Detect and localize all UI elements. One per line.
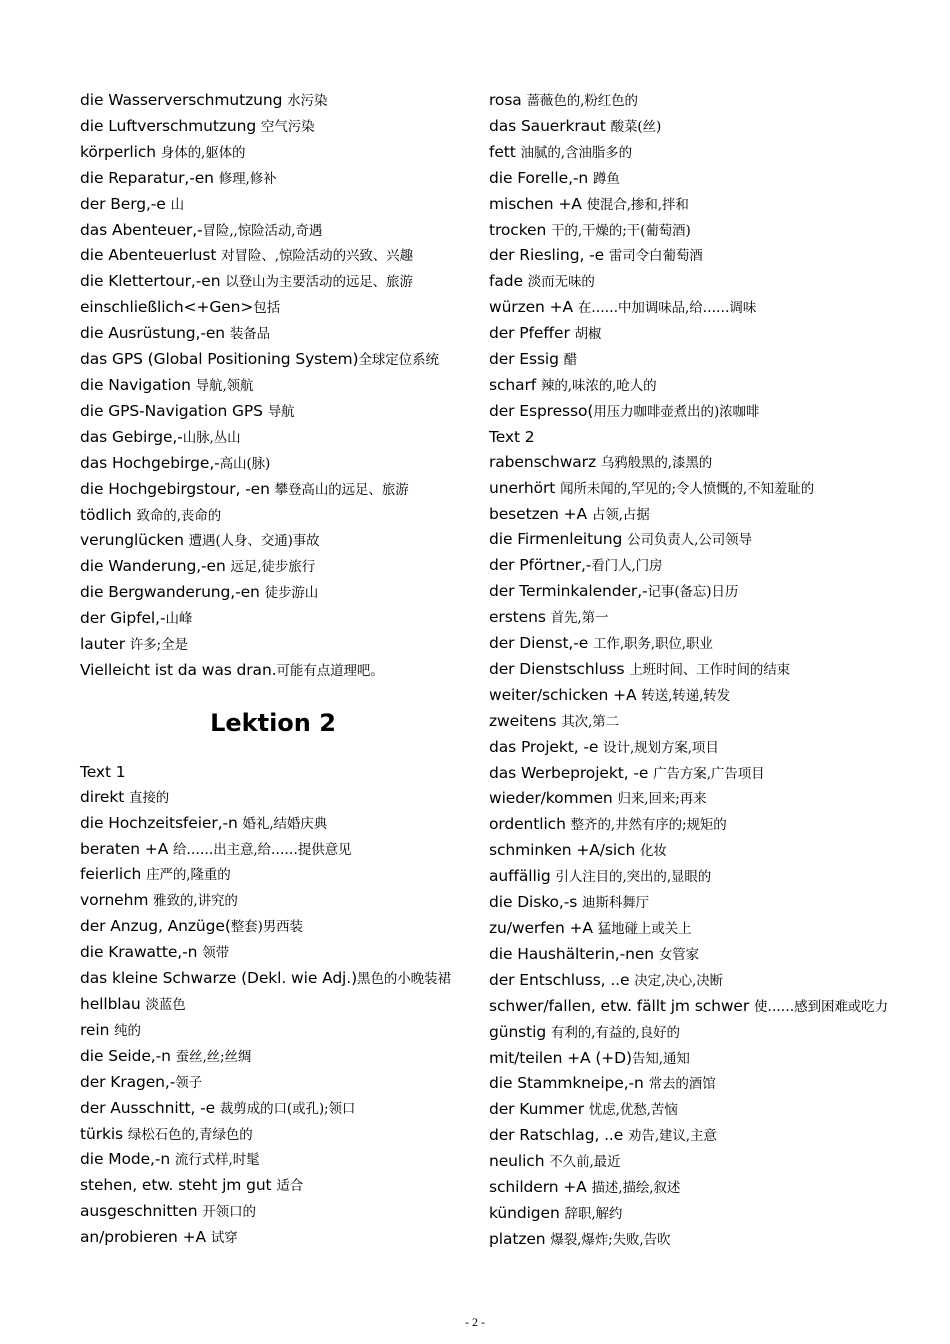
vocab-entry [80,1122,475,1148]
chinese-translation: 远足,徒步旅行 [230,559,316,576]
german-term: der Ratschlag, ..e [489,1126,629,1145]
german-term: der Entschluss, ..e [489,970,635,989]
german-term: der Dienst,-e [489,634,594,653]
vocab-entry [80,1096,475,1122]
chinese-translation: 告知,通知 [631,1050,690,1067]
german-term: das Projekt, -e [489,737,604,756]
german-term: erstens [489,608,551,627]
german-term: schildern +A [489,1178,592,1197]
vocab-entry [489,450,929,476]
german-term: die Wasserverschmutzung [80,91,288,109]
chinese-translation: 雷司令白葡萄酒 [608,248,703,265]
right-column [489,88,929,1253]
german-term: auffällig [489,867,556,886]
vocab-entry [489,502,929,528]
chinese-translation: 高山(脉) [219,455,271,472]
german-term: beraten +A [80,839,174,858]
german-term: die Abenteuerlust [80,246,222,265]
chinese-translation: 试穿 [210,1230,238,1247]
chinese-translation: 雅致的,讲究的 [153,893,238,910]
german-term: besetzen +A [489,504,592,523]
vocab-entry [489,890,929,916]
chinese-translation: 导航,领航 [195,377,254,394]
chinese-translation: 山 [170,196,184,213]
german-term: rabenschwarz [489,452,601,471]
chinese-translation: 用压力咖啡壶煮出的)浓咖啡 [593,403,760,420]
german-term: körperlich [80,142,161,161]
german-term: weiter/schicken +A [489,685,642,704]
vocab-entry [489,373,929,399]
german-term: ordentlich [489,815,571,834]
vocab-entry [489,476,929,502]
chinese-translation: 领带 [202,945,229,962]
chinese-translation: 遭遇(人身、交通)事故 [188,533,320,550]
german-term: der Essig [489,350,564,369]
german-term: die Luftverschmutzung [80,116,261,135]
chinese-translation: 包括 [253,300,281,317]
vocab-entry [80,1018,475,1044]
vocab-entry [489,864,929,890]
vocab-entry [489,1201,929,1227]
chinese-translation: 徒步游山 [264,585,319,602]
german-term: trocken [489,220,552,239]
chinese-translation: 适合 [276,1178,304,1195]
vocab-entry [80,140,475,166]
chinese-translation: 引人注目的,突出的,显眼的 [555,869,712,886]
german-term: die GPS-Navigation GPS [80,401,268,420]
vocab-entry [80,451,475,477]
chinese-translation: 对冒险、,惊险活动的兴致、兴趣 [221,248,413,265]
german-term: die Stammkneipe,-n [489,1074,649,1093]
chinese-translation: 蔷薇色的,粉红色的 [526,93,638,109]
chinese-translation: 看门人,门房 [591,558,663,575]
chinese-translation: 直接的 [129,789,170,806]
german-term: mit/teilen +A (+D) [489,1048,632,1067]
german-term: der Ausschnitt, -e [80,1098,220,1117]
vocab-entry [80,1070,475,1096]
left-column [80,88,475,1251]
chinese-translation: 致命的,丧命的 [136,507,222,524]
chinese-translation: 乌鸦般黑的,漆黑的 [600,454,713,471]
german-term: die Reparatur,-en [80,168,219,187]
chinese-translation: 油腻的,含油脂多的 [520,144,632,161]
vocab-entry [80,658,475,684]
vocab-list-top [80,88,475,684]
german-term: das Abenteuer,- [80,220,203,239]
german-term: der Anzug, Anzüge( [80,917,231,936]
vocab-entry [489,709,929,735]
vocab-entry [80,554,475,580]
vocab-entry [80,1147,475,1173]
german-term: die Klettertour,-en [80,272,226,291]
chinese-translation: 公司负责人,公司领导 [627,532,752,549]
vocab-entry [489,735,929,761]
chinese-translation: 首先,第一 [550,610,609,627]
vocab-entry [80,503,475,529]
chinese-translation: 蚕丝,丝;丝绸 [175,1048,252,1065]
german-term: fade [489,272,528,291]
vocab-entry [80,837,475,863]
vocab-entry [489,916,929,942]
chinese-translation: 工作,职务,职位,职业 [593,636,713,653]
german-term: die Mode,-n [80,1150,175,1169]
german-term: schwer/fallen, etw. fällt jm schwer [489,996,754,1015]
chinese-translation: 整齐的,井然有序的;规矩的 [570,817,727,834]
vocab-entry [80,192,475,218]
chinese-translation: 占领,占据 [591,506,650,523]
vocab-entry [489,1149,929,1175]
german-term: der Riesling, -e [489,246,609,265]
german-term: direkt [80,787,129,806]
chinese-translation: 其次,第二 [561,713,619,730]
vocab-entry [489,218,929,244]
vocab-entry [489,192,929,218]
chinese-translation: 绿松石色的,青绿色的 [127,1126,253,1143]
german-term: stehen, etw. steht jm gut [80,1176,277,1195]
chinese-translation: 全球定位系统 [358,352,439,369]
vocab-entry [80,606,475,632]
vocab-entry [80,114,475,140]
vocab-entry [489,553,929,579]
vocab-entry [489,243,929,269]
chinese-translation: 纯的 [114,1022,141,1039]
chinese-translation: 以登山为主要活动的远足、旅游 [225,274,413,291]
chinese-translation: 不久前,最近 [549,1154,621,1171]
vocab-entry [80,862,475,888]
german-term: die Disko,-s [489,893,583,912]
vocab-entry [489,1123,929,1149]
german-term: der Berg,-e [80,194,171,213]
vocab-entry [80,528,475,554]
chinese-translation: 劝告,建议,主意 [628,1128,717,1145]
vocab-entry [489,399,929,425]
german-term: platzen [489,1229,551,1248]
chinese-translation: 水污染 [287,93,328,109]
chinese-translation: 黑色的小晚装裙 [357,971,451,988]
vocab-entry [489,527,929,553]
vocab-entry [489,631,929,657]
german-term: verunglücken [80,531,189,550]
vocab-entry [489,579,929,605]
german-term: wieder/kommen [489,789,618,808]
chinese-translation: 描述,描绘,叙述 [591,1180,681,1197]
german-term: tödlich [80,505,137,524]
vocab-entry [80,914,475,940]
german-term: die Krawatte,-n [80,943,203,962]
german-term: zu/werfen +A [489,919,598,937]
german-term: mischen +A [489,194,587,213]
chinese-translation: 酸菜(丝) [610,118,662,135]
chinese-translation: 常去的酒馆 [648,1076,716,1093]
chinese-translation: 决定,决心,决断 [634,972,724,989]
german-term: das GPS (Global Positioning System) [80,350,359,369]
german-term: Vielleicht ist da was dran. [80,660,277,679]
vocab-entry [489,761,929,787]
chinese-translation: 辞职,解约 [564,1205,623,1222]
vocab-entry [80,166,475,192]
german-term: die Navigation [80,375,196,394]
chinese-translation: 辣的,味浓的,呛人的 [540,377,657,394]
page-number: - 2 - [465,1315,485,1329]
vocab-entry [80,399,475,425]
vocab-entry [80,218,475,244]
vocab-entry [80,888,475,914]
vocab-entry [489,425,929,450]
chinese-translation: 许多;全是 [129,637,188,654]
vocab-entry [489,1227,929,1253]
chinese-translation: 空气污染 [260,118,315,135]
vocab-list-right [489,88,929,1253]
german-term: der Dienstschluss [489,659,630,678]
vocab-entry [489,838,929,864]
chinese-translation: 迪斯科舞厅 [582,895,650,912]
german-term: türkis [80,1124,128,1143]
chinese-translation: 使混合,掺和,拌和 [586,196,689,213]
vocab-entry [489,1097,929,1123]
chinese-translation: 闻所未闻的,罕见的;令人愤慨的,不知羞耻的 [560,480,815,497]
german-term: die Bergwanderung,-en [80,583,265,602]
vocab-entry [489,1175,929,1201]
german-term: das Hochgebirge,- [80,453,220,472]
chinese-translation: 忧虑,优愁,苦恼 [588,1102,678,1119]
chinese-translation: 有利的,有益的,良好的 [550,1024,680,1041]
vocab-entry [80,477,475,503]
chinese-translation: 蹲鱼 [592,170,620,187]
chinese-translation: 可能有点道理吧。 [276,662,384,679]
vocab-entry [489,942,929,968]
chinese-translation: 醋 [563,352,578,369]
chinese-translation: 开领口的 [202,1204,256,1221]
german-term: der Gipfel,- [80,609,166,628]
german-term: die Hochgebirgstour, -en [80,479,275,498]
chinese-translation: 猛地碰上或关上 [597,921,692,937]
chinese-translation: 修理,修补 [218,170,277,187]
chinese-translation: 在……中加调味品,给……调味 [577,300,757,317]
chinese-translation: 婚礼,结婚庆典 [242,815,328,832]
german-term: fett [489,142,521,161]
chinese-translation: 使……感到困难或吃力 [753,998,888,1015]
chinese-translation: 爆裂,爆炸;失败,告吹 [550,1231,671,1248]
german-term: hellblau [80,995,146,1013]
german-term: unerhört [489,478,561,497]
german-term: ausgeschnitten [80,1202,203,1221]
chinese-translation: 山脉,丛山 [182,429,241,446]
vocab-entry [80,1173,475,1199]
chinese-translation: 化妆 [640,843,667,860]
german-term: lauter [80,635,130,654]
german-term: schminken +A/sich [489,841,641,860]
chinese-translation: 领子 [175,1074,203,1091]
vocab-entry [489,812,929,838]
vocab-entry [80,940,475,966]
german-term: die Wanderung,-en [80,557,231,576]
vocab-entry [489,269,929,295]
vocab-list-bottom [80,760,475,1251]
vocab-entry [80,347,475,373]
vocab-entry [80,373,475,399]
chinese-translation: 身体的,躯体的 [160,144,246,161]
chinese-translation: 干的,干燥的;干(葡萄酒) [551,222,691,239]
vocab-entry [489,1071,929,1097]
german-term: die Hochzeitsfeier,-n [80,813,243,832]
vocab-entry [80,1199,475,1225]
german-term: würzen +A [489,298,578,317]
chinese-translation: 广告方案,广告项目 [653,765,765,782]
vocab-entry [80,425,475,451]
vocab-entry [489,968,929,994]
german-term: einschließlich<+Gen> [80,298,254,317]
vocab-entry [80,321,475,347]
vocab-entry [489,140,929,166]
vocab-entry [489,321,929,347]
german-term: der Pfeffer [489,324,575,343]
vocab-entry [80,992,475,1018]
german-term: Text 1 [80,762,126,781]
chinese-translation: 庄严的,隆重的 [146,867,231,884]
chinese-translation: 设计,规划方案,项目 [603,739,719,756]
chinese-translation: 装备品 [229,326,271,343]
german-term: das kleine Schwarze (Dekl. wie Adj.) [80,969,358,988]
german-term: die Forelle,-n [489,168,593,187]
chinese-translation: 胡椒 [574,326,602,343]
german-term: der Kummer [489,1100,589,1119]
chinese-translation: 流行式样,时髦 [174,1152,260,1169]
chinese-translation: 山峰 [165,611,193,628]
vocab-entry [80,580,475,606]
german-term: vornehm [80,891,154,910]
chinese-translation: 转送,转递,转发 [641,687,731,704]
vocab-entry [80,811,475,837]
chinese-translation: 给……出主意,给……提供意见 [173,841,352,858]
chinese-translation: 淡而无味的 [527,274,595,291]
vocab-entry [80,243,475,269]
german-term: die Ausrüstung,-en [80,324,230,343]
chinese-translation: 冒险,,惊险活动,奇遇 [202,222,323,239]
german-term: die Firmenleitung [489,530,628,549]
vocab-entry [489,295,929,321]
vocab-entry [489,114,929,140]
vocab-entry [489,1020,929,1046]
vocab-entry [80,966,475,992]
vocab-entry [489,605,929,631]
german-term: der Pförtner,- [489,556,592,575]
german-term: das Werbeprojekt, -e [489,763,654,782]
chinese-translation: 淡蓝色 [145,997,186,1013]
vocab-entry [489,657,929,683]
vocab-entry [489,347,929,373]
german-term: scharf [489,375,541,394]
chinese-translation: 攀登高山的远足、旅游 [274,481,409,498]
german-term: der Espresso( [489,401,594,420]
chinese-translation: 上班时间、工作时间的结束 [629,661,791,678]
vocab-entry [80,785,475,811]
german-term: rein [80,1020,115,1039]
chinese-translation: 整套)男西装 [230,919,303,936]
chinese-translation: 记事(备忘)日历 [647,584,739,601]
chinese-translation: 裁剪成的口(或孔);领口 [219,1100,356,1117]
german-term: die Haushälterin,-nen [489,944,659,963]
vocab-entry [489,786,929,812]
german-term: das Sauerkraut [489,116,611,135]
vocab-entry [489,683,929,709]
vocab-entry [80,760,475,785]
vocab-entry [80,295,475,321]
lesson-heading: Lektion 2 [210,708,336,737]
german-term: an/probieren +A [80,1228,211,1247]
vocab-entry [489,1046,929,1072]
vocab-entry [80,1044,475,1070]
german-term: Text 2 [489,427,535,446]
vocab-entry [80,269,475,295]
german-term: neulich [489,1152,550,1171]
german-term: zweitens [489,711,562,730]
german-term: feierlich [80,865,147,884]
german-term: die Seide,-n [80,1046,176,1065]
german-term: günstig [489,1022,551,1041]
vocab-entry [489,994,929,1020]
german-term: der Kragen,- [80,1072,176,1091]
vocab-entry [80,88,475,114]
chinese-translation: 女管家 [658,946,700,963]
chinese-translation: 归来,回来;再来 [617,791,707,808]
chinese-translation: 导航 [267,403,295,420]
vocab-entry [80,632,475,658]
vocab-entry [489,88,929,114]
vocab-entry [80,1225,475,1251]
german-term: kündigen [489,1203,565,1222]
german-term: rosa [489,91,527,109]
german-term: der Terminkalender,- [489,582,648,601]
german-term: das Gebirge,- [80,427,183,446]
vocab-entry [489,166,929,192]
